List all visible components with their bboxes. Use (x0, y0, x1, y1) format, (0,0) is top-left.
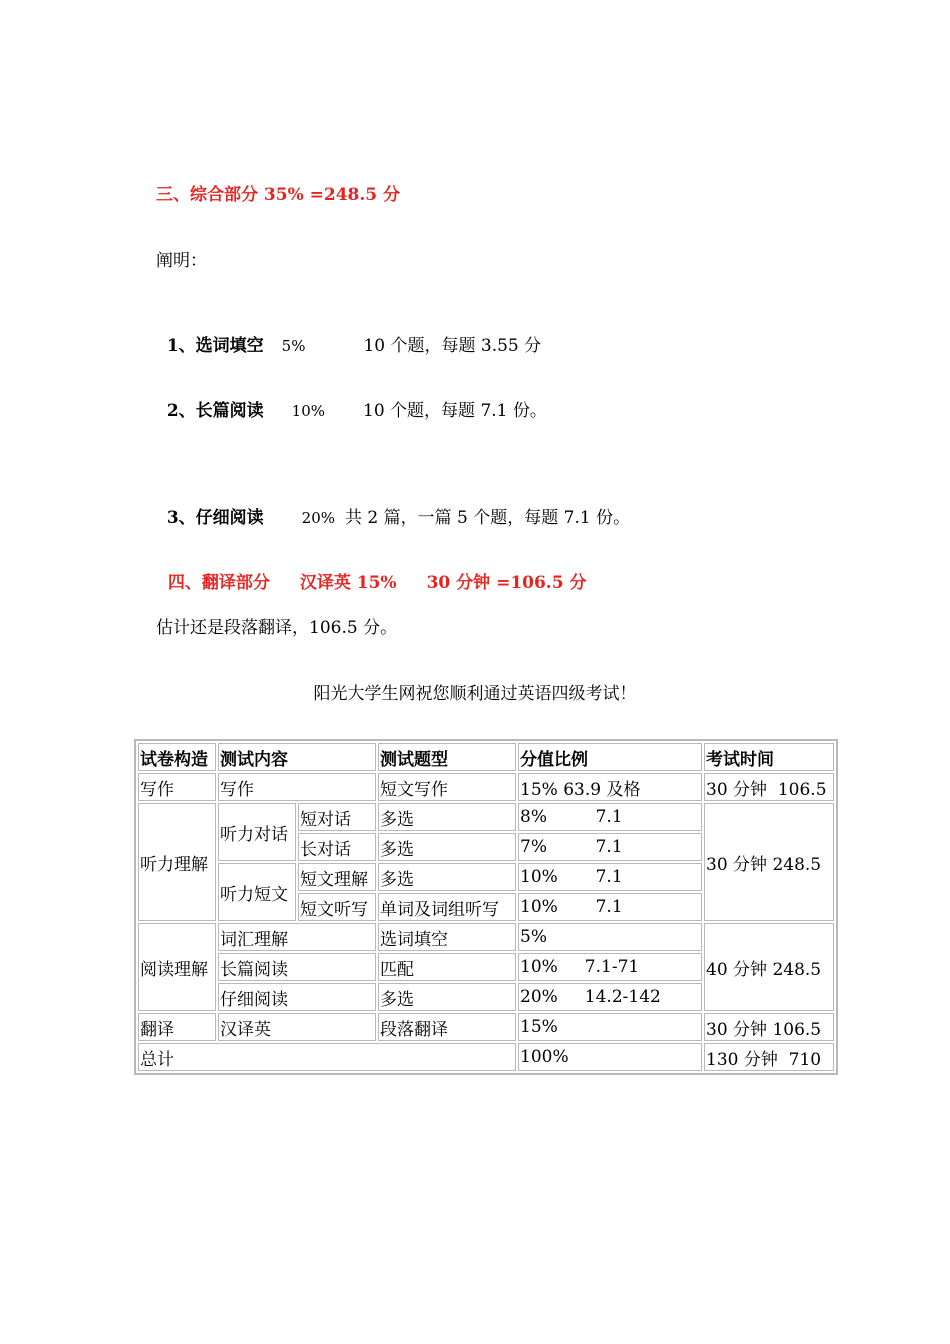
header-content: 测试内容 (218, 743, 376, 771)
item-3 (156, 483, 630, 528)
cell-writing-type: 短文写作 (378, 773, 516, 801)
cell-translation-content: 汉译英 (218, 1013, 376, 1041)
cell-reading-ratio: 5% (518, 923, 702, 951)
table-row (138, 803, 834, 831)
cell-listening-sub: 短对话 (298, 803, 376, 831)
header-type: 测试题型 (378, 743, 516, 771)
item-1-detail: 10 个题，每题 3.55 分 (363, 336, 542, 356)
table-header-row (138, 743, 834, 771)
header-time: 考试时间 (704, 743, 834, 771)
cell-reading-type: 匹配 (378, 953, 516, 981)
item-2-detail: 10 个题，每题 7.1 份。 (363, 401, 547, 421)
cell-reading-type: 多选 (378, 983, 516, 1011)
exam-structure-table-wrap (134, 739, 838, 1075)
table-row (138, 1013, 834, 1041)
item-1 (156, 311, 541, 356)
cell-reading-ratio: 10% 7.1-71 (518, 953, 702, 981)
section3-title: 三、综合部分 35% =248.5 分 (156, 185, 401, 205)
wish-text: 阳光大学生网祝您顺利通过英语四级考试！ (313, 684, 637, 704)
cell-writing-ratio: 15% 63.9 及格 (518, 773, 702, 801)
table-row (138, 773, 834, 801)
cell-listening-type: 多选 (378, 833, 516, 861)
item-2 (156, 376, 547, 421)
header-ratio: 分值比例 (518, 743, 702, 771)
cell-total-label: 总计 (138, 1043, 516, 1071)
item-3-label: 3、仔细阅读 (166, 508, 264, 528)
cell-listening-type: 多选 (378, 803, 516, 831)
cell-listening-sub: 短文理解 (298, 863, 376, 891)
section4-part: 四、翻译部分 (167, 573, 270, 593)
cell-total-ratio: 100% (518, 1043, 702, 1071)
cell-reading-time: 40 分钟 248.5 (704, 923, 834, 1011)
cell-listening-group-2: 听力短文 (218, 863, 296, 921)
item-2-pct: 10% (291, 402, 325, 420)
section4-time: 30 分钟 =106.5 分 (426, 573, 587, 593)
cell-translation-time: 30 分钟 106.5 (704, 1013, 834, 1041)
cell-listening-type: 单词及词组听写 (378, 893, 516, 921)
cell-translation-part: 翻译 (138, 1013, 216, 1041)
table-row (138, 923, 834, 951)
cell-listening-group-1: 听力对话 (218, 803, 296, 861)
cell-reading-ratio: 20% 14.2-142 (518, 983, 702, 1011)
cell-listening-sub: 短文听写 (298, 893, 376, 921)
estimate-text: 估计还是段落翻译，106.5 分。 (156, 618, 398, 638)
cell-listening-ratio: 8% 7.1 (518, 803, 702, 831)
cell-writing-content: 写作 (218, 773, 376, 801)
header-structure: 试卷构造 (138, 743, 216, 771)
item-2-label: 2、长篇阅读 (166, 401, 264, 421)
explain-label: 阐明： (156, 251, 207, 271)
cell-total-time: 130 分钟 710 (704, 1043, 834, 1071)
cell-listening-type: 多选 (378, 863, 516, 891)
table-row (138, 1043, 834, 1071)
cell-listening-sub: 长对话 (298, 833, 376, 861)
exam-structure-table (134, 739, 838, 1075)
cell-listening-part: 听力理解 (138, 803, 216, 921)
cell-reading-content: 词汇理解 (218, 923, 376, 951)
item-3-pct: 20% (301, 509, 335, 527)
cell-listening-ratio: 10% 7.1 (518, 863, 702, 891)
item-3-detail: 共 2 篇，一篇 5 个题，每题 7.1 份。 (345, 508, 631, 528)
item-1-label: 1、选词填空 (166, 336, 264, 356)
cell-reading-type: 选词填空 (378, 923, 516, 951)
cell-translation-type: 段落翻译 (378, 1013, 516, 1041)
section4-title (156, 548, 586, 593)
cell-reading-part: 阅读理解 (138, 923, 216, 1011)
cell-reading-content: 仔细阅读 (218, 983, 376, 1011)
cell-writing-time: 30 分钟 106.5 (704, 773, 834, 801)
section4-type: 汉译英 15% (299, 573, 397, 593)
item-1-pct: 5% (281, 337, 306, 355)
cell-reading-content: 长篇阅读 (218, 953, 376, 981)
cell-translation-ratio: 15% (518, 1013, 702, 1041)
cell-listening-ratio: 7% 7.1 (518, 833, 702, 861)
cell-writing-part: 写作 (138, 773, 216, 801)
cell-listening-ratio: 10% 7.1 (518, 893, 702, 921)
cell-listening-time: 30 分钟 248.5 (704, 803, 834, 921)
